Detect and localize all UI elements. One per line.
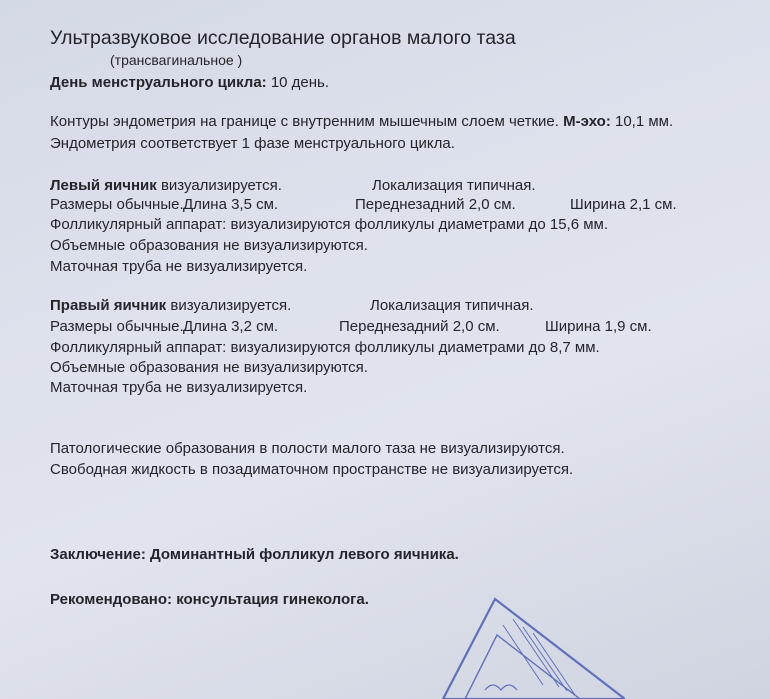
left-ovary-visualized: визуализируется. xyxy=(160,177,282,194)
official-stamp-icon xyxy=(425,585,625,699)
conclusion-line xyxy=(50,546,459,564)
right-ovary-tube: Маточная труба не визуализируется. xyxy=(50,379,308,396)
pelvis-free-fluid: Свободная жидкость в позадиматочном пространстве не визуализируется. xyxy=(50,461,574,478)
left-ovary-tube: Маточная труба не визуализируется. xyxy=(50,258,308,275)
left-ovary-follicles: Фолликулярный аппарат: визуализируются фолликулы диаметрами до 15,6 мм. xyxy=(50,216,609,233)
right-ovary-masses: Объемные образования не визуализируются. xyxy=(50,359,368,376)
right-ovary-size-label: Размеры обычные. xyxy=(50,318,184,335)
cycle-day-value: 10 день. xyxy=(270,74,330,91)
conclusion-label: Заключение: xyxy=(50,546,146,563)
right-ovary-length: Длина 3,2 см. xyxy=(183,318,279,335)
report-subtitle: (трансвагинальное ) xyxy=(110,52,243,68)
left-ovary-masses: Объемные образования не визуализируются. xyxy=(50,237,368,254)
endometrium-phase-line: Эндометрия соответствует 1 фазе менструального цикла. xyxy=(50,135,455,152)
m-echo-value: 10,1 мм. xyxy=(615,113,674,130)
conclusion-text: Доминантный фолликул левого яичника. xyxy=(150,546,459,563)
cycle-day-line xyxy=(50,74,329,92)
endometrium-contour-line xyxy=(50,113,673,131)
right-ovary-follicles: Фолликулярный аппарат: визуализируются фолликулы диаметрами до 8,7 мм. xyxy=(50,339,600,356)
recommendation-label: Рекомендовано: xyxy=(50,591,173,608)
recommendation-text: консультация гинеколога. xyxy=(176,591,369,608)
right-ovary-width: Ширина 1,9 см. xyxy=(545,318,652,335)
right-ovary-localization: Локализация типичная. xyxy=(370,297,534,314)
left-ovary-title: Левый яичник xyxy=(50,177,157,194)
right-ovary-header xyxy=(50,297,291,315)
left-ovary-header xyxy=(50,177,282,195)
left-ovary-ap: Переднезадний 2,0 см. xyxy=(355,196,516,213)
report-title: Ультразвуковое исследование органов малого таза xyxy=(50,27,516,49)
left-ovary-width: Ширина 2,1 см. xyxy=(570,196,677,213)
cycle-day-label: День менструального цикла: xyxy=(50,74,267,91)
recommendation-line xyxy=(50,591,369,609)
endometrium-contour-text: Контуры эндометрия на границе с внутренним мышечным слоем четкие. xyxy=(50,113,559,130)
right-ovary-title: Правый яичник xyxy=(50,297,167,314)
pelvis-pathology: Патологические образования в полости малого таза не визуализируются. xyxy=(50,440,565,457)
right-ovary-visualized: визуализируется. xyxy=(170,297,292,314)
left-ovary-length: Длина 3,5 см. xyxy=(183,196,279,213)
right-ovary-ap: Переднезадний 2,0 см. xyxy=(339,318,500,335)
m-echo-label: М-эхо: xyxy=(563,113,611,130)
left-ovary-localization: Локализация типичная. xyxy=(372,177,536,194)
left-ovary-size-label: Размеры обычные. xyxy=(50,196,184,213)
